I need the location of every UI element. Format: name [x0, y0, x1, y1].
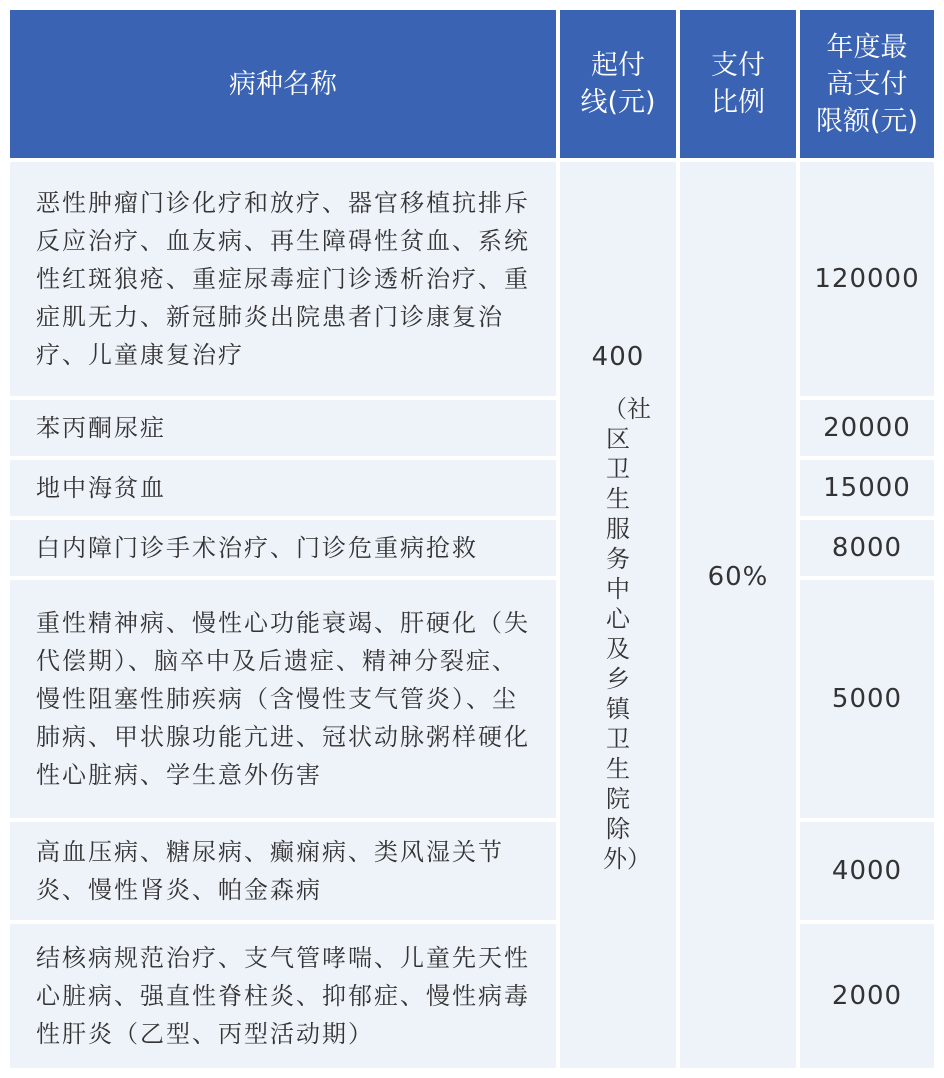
ratio-value: 60%: [707, 562, 769, 592]
row-name-text: 结核病规范治疗、支气管哮喘、儿童先天性心脏病、强直性脊柱炎、抑郁症、慢性病毒性肝炎（乙型、丙型活动期）: [36, 944, 530, 1048]
table-row-name: [10, 460, 556, 516]
table-row-limit: [800, 822, 934, 920]
table-row-limit: [800, 460, 934, 516]
header-annual-limit: [800, 10, 934, 158]
table-row-name: [10, 400, 556, 456]
deductible-note: （社区卫生服务中心及乡镇卫生院除外）: [603, 395, 651, 873]
row-name-text: 白内障门诊手术治疗、门诊危重病抢救: [36, 534, 478, 562]
row-limit-text: 5000: [831, 684, 903, 714]
row-name-text: 地中海贫血: [36, 474, 166, 502]
header-disease-name: [10, 10, 556, 158]
row-limit-text: 20000: [823, 413, 911, 443]
header-annual-limit-text: 年度最 高支付 限额(元): [815, 31, 919, 137]
ratio-cell: [680, 162, 796, 1068]
row-name-text: 高血压病、糖尿病、癫痫病、类风湿关节炎、慢性肾炎、帕金森病: [36, 838, 504, 904]
header-disease-name-text: 病种名称: [229, 68, 337, 100]
table-row-name: [10, 162, 556, 396]
table-row-limit: [800, 580, 934, 818]
header-ratio-text: 支付 比例: [711, 50, 765, 118]
header-ratio: [680, 10, 796, 158]
table-row-limit: [800, 162, 934, 396]
table-row-name: [10, 924, 556, 1068]
header-deductible-text: 起付 线(元): [580, 50, 656, 118]
row-name-text: 重性精神病、慢性心功能衰竭、肝硬化（失代偿期）、脑卒中及后遗症、精神分裂症、慢性阻塞性肺疾病（含慢性支气管炎）、尘肺病、甲状腺功能亢进、冠状动脉粥样硬化性心脏病、学生意外伤害: [36, 609, 530, 789]
row-name-text: 苯丙酮尿症: [36, 414, 166, 442]
row-limit-text: 8000: [831, 533, 903, 563]
row-name-text: 恶性肿瘤门诊化疗和放疗、器官移植抗排斥反应治疗、血友病、再生障碍性贫血、系统性红斑狼疮、重症尿毒症门诊透析治疗、重症肌无力、新冠肺炎出院患者门诊康复治疗、儿童康复治疗: [36, 189, 530, 369]
table-row-name: [10, 822, 556, 920]
table-row-name: [10, 520, 556, 576]
row-limit-text: 15000: [823, 473, 911, 503]
table-row-name: [10, 580, 556, 818]
deductible-amount: 400: [591, 342, 645, 372]
table-row-limit: [800, 520, 934, 576]
deductible-cell: [560, 162, 676, 1068]
row-limit-text: 2000: [831, 981, 903, 1011]
row-limit-text: 120000: [814, 264, 920, 294]
header-deductible: [560, 10, 676, 158]
row-limit-text: 4000: [831, 856, 903, 886]
table-row-limit: [800, 924, 934, 1068]
table-row-limit: [800, 400, 934, 456]
